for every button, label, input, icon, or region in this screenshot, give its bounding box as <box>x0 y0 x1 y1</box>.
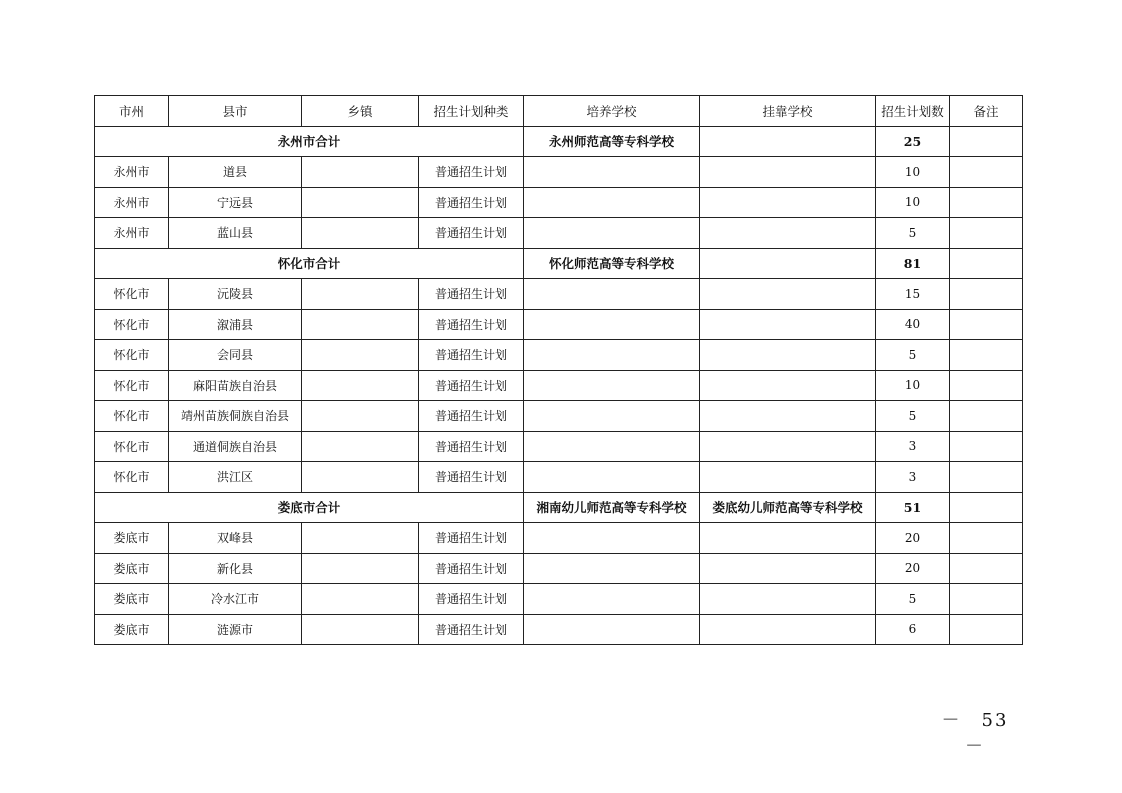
cell-plan-type: 普通招生计划 <box>419 614 524 645</box>
subtotal-note <box>950 248 1023 279</box>
cell-city: 娄底市 <box>95 553 169 584</box>
cell-county: 麻阳苗族自治县 <box>169 370 302 401</box>
cell-affiliate-school <box>700 309 876 340</box>
cell-plan-type: 普通招生计划 <box>419 584 524 615</box>
cell-plan-count: 6 <box>876 614 950 645</box>
table-row <box>95 523 1023 554</box>
header-city: 市州 <box>95 96 169 127</box>
cell-city: 怀化市 <box>95 309 169 340</box>
cell-plan-count: 15 <box>876 279 950 310</box>
cell-plan-type: 普通招生计划 <box>419 218 524 249</box>
cell-training-school <box>524 614 700 645</box>
cell-county: 蓝山县 <box>169 218 302 249</box>
cell-plan-type: 普通招生计划 <box>419 553 524 584</box>
header-note: 备注 <box>950 96 1023 127</box>
subtotal-count: 25 <box>876 126 950 157</box>
cell-plan-type: 普通招生计划 <box>419 523 524 554</box>
cell-city: 永州市 <box>95 157 169 188</box>
cell-town <box>302 157 419 188</box>
cell-plan-count: 10 <box>876 370 950 401</box>
subtotal-count: 81 <box>876 248 950 279</box>
cell-training-school <box>524 187 700 218</box>
cell-plan-type: 普通招生计划 <box>419 370 524 401</box>
cell-note <box>950 370 1023 401</box>
cell-note <box>950 431 1023 462</box>
enrollment-plan-table <box>94 95 1023 645</box>
cell-training-school <box>524 584 700 615</box>
cell-plan-count: 10 <box>876 187 950 218</box>
cell-training-school <box>524 462 700 493</box>
subtotal-affiliate-school <box>700 126 876 157</box>
cell-city: 永州市 <box>95 187 169 218</box>
subtotal-training-school: 湘南幼儿师范高等专科学校 <box>524 492 700 523</box>
header-plan-count: 招生计划数 <box>876 96 950 127</box>
cell-plan-type: 普通招生计划 <box>419 340 524 371</box>
cell-affiliate-school <box>700 431 876 462</box>
cell-affiliate-school <box>700 279 876 310</box>
cell-note <box>950 279 1023 310</box>
subtotal-row <box>95 126 1023 157</box>
table-row <box>95 218 1023 249</box>
cell-city: 怀化市 <box>95 340 169 371</box>
cell-town <box>302 523 419 554</box>
cell-note <box>950 187 1023 218</box>
cell-county: 会同县 <box>169 340 302 371</box>
cell-plan-type: 普通招生计划 <box>419 279 524 310</box>
cell-town <box>302 431 419 462</box>
cell-plan-type: 普通招生计划 <box>419 187 524 218</box>
cell-plan-type: 普通招生计划 <box>419 431 524 462</box>
subtotal-training-school: 怀化师范高等专科学校 <box>524 248 700 279</box>
subtotal-training-school: 永州师范高等专科学校 <box>524 126 700 157</box>
table-row <box>95 614 1023 645</box>
table-row <box>95 584 1023 615</box>
cell-affiliate-school <box>700 553 876 584</box>
table-row <box>95 401 1023 432</box>
cell-note <box>950 309 1023 340</box>
cell-county: 洪江区 <box>169 462 302 493</box>
header-town: 乡镇 <box>302 96 419 127</box>
cell-note <box>950 523 1023 554</box>
table-row <box>95 553 1023 584</box>
cell-note <box>950 584 1023 615</box>
cell-city: 怀化市 <box>95 279 169 310</box>
table-row <box>95 157 1023 188</box>
cell-plan-count: 5 <box>876 218 950 249</box>
cell-plan-count: 5 <box>876 401 950 432</box>
subtotal-note <box>950 126 1023 157</box>
subtotal-affiliate-school <box>700 248 876 279</box>
subtotal-affiliate-school: 娄底幼儿师范高等专科学校 <box>700 492 876 523</box>
table-row <box>95 370 1023 401</box>
cell-city: 永州市 <box>95 218 169 249</box>
subtotal-label: 永州市合计 <box>95 126 524 157</box>
cell-city: 娄底市 <box>95 523 169 554</box>
cell-county: 涟源市 <box>169 614 302 645</box>
cell-affiliate-school <box>700 340 876 371</box>
cell-county: 溆浦县 <box>169 309 302 340</box>
cell-plan-count: 5 <box>876 584 950 615</box>
table-body <box>95 126 1023 645</box>
cell-town <box>302 462 419 493</box>
cell-affiliate-school <box>700 187 876 218</box>
cell-county: 靖州苗族侗族自治县 <box>169 401 302 432</box>
subtotal-label: 娄底市合计 <box>95 492 524 523</box>
cell-county: 宁远县 <box>169 187 302 218</box>
cell-county: 沅陵县 <box>169 279 302 310</box>
cell-training-school <box>524 401 700 432</box>
table-row <box>95 279 1023 310</box>
cell-town <box>302 218 419 249</box>
cell-town <box>302 370 419 401</box>
cell-plan-type: 普通招生计划 <box>419 157 524 188</box>
cell-plan-count: 20 <box>876 553 950 584</box>
cell-note <box>950 614 1023 645</box>
cell-note <box>950 401 1023 432</box>
cell-training-school <box>524 157 700 188</box>
cell-plan-type: 普通招生计划 <box>419 401 524 432</box>
cell-plan-count: 3 <box>876 431 950 462</box>
cell-affiliate-school <box>700 218 876 249</box>
cell-plan-count: 20 <box>876 523 950 554</box>
table-row <box>95 462 1023 493</box>
cell-plan-type: 普通招生计划 <box>419 462 524 493</box>
cell-training-school <box>524 370 700 401</box>
cell-plan-count: 3 <box>876 462 950 493</box>
cell-note <box>950 462 1023 493</box>
cell-affiliate-school <box>700 401 876 432</box>
cell-affiliate-school <box>700 584 876 615</box>
cell-city: 娄底市 <box>95 614 169 645</box>
cell-town <box>302 309 419 340</box>
cell-affiliate-school <box>700 462 876 493</box>
table-row <box>95 187 1023 218</box>
cell-county: 通道侗族自治县 <box>169 431 302 462</box>
cell-town <box>302 584 419 615</box>
cell-city: 怀化市 <box>95 431 169 462</box>
cell-city: 怀化市 <box>95 370 169 401</box>
cell-county: 双峰县 <box>169 523 302 554</box>
cell-training-school <box>524 340 700 371</box>
cell-town <box>302 279 419 310</box>
subtotal-row <box>95 248 1023 279</box>
cell-county: 新化县 <box>169 553 302 584</box>
header-plan-type: 招生计划种类 <box>419 96 524 127</box>
cell-training-school <box>524 309 700 340</box>
cell-training-school <box>524 523 700 554</box>
cell-plan-type: 普通招生计划 <box>419 309 524 340</box>
page-number: － 53 － <box>941 710 1029 757</box>
cell-city: 怀化市 <box>95 462 169 493</box>
header-training-school: 培养学校 <box>524 96 700 127</box>
cell-town <box>302 553 419 584</box>
subtotal-label: 怀化市合计 <box>95 248 524 279</box>
cell-training-school <box>524 553 700 584</box>
cell-note <box>950 157 1023 188</box>
header-row <box>95 96 1023 127</box>
cell-town <box>302 340 419 371</box>
cell-city: 娄底市 <box>95 584 169 615</box>
table-row <box>95 340 1023 371</box>
subtotal-row <box>95 492 1023 523</box>
cell-affiliate-school <box>700 523 876 554</box>
cell-note <box>950 553 1023 584</box>
cell-training-school <box>524 431 700 462</box>
cell-town <box>302 614 419 645</box>
table-row <box>95 309 1023 340</box>
cell-affiliate-school <box>700 157 876 188</box>
cell-town <box>302 401 419 432</box>
cell-training-school <box>524 279 700 310</box>
cell-training-school <box>524 218 700 249</box>
cell-city: 怀化市 <box>95 401 169 432</box>
header-county: 县市 <box>169 96 302 127</box>
cell-county: 冷水江市 <box>169 584 302 615</box>
table-row <box>95 431 1023 462</box>
cell-affiliate-school <box>700 370 876 401</box>
cell-note <box>950 218 1023 249</box>
cell-town <box>302 187 419 218</box>
cell-affiliate-school <box>700 614 876 645</box>
cell-plan-count: 5 <box>876 340 950 371</box>
cell-plan-count: 40 <box>876 309 950 340</box>
cell-county: 道县 <box>169 157 302 188</box>
subtotal-count: 51 <box>876 492 950 523</box>
header-affiliate-school: 挂靠学校 <box>700 96 876 127</box>
subtotal-note <box>950 492 1023 523</box>
cell-note <box>950 340 1023 371</box>
cell-plan-count: 10 <box>876 157 950 188</box>
